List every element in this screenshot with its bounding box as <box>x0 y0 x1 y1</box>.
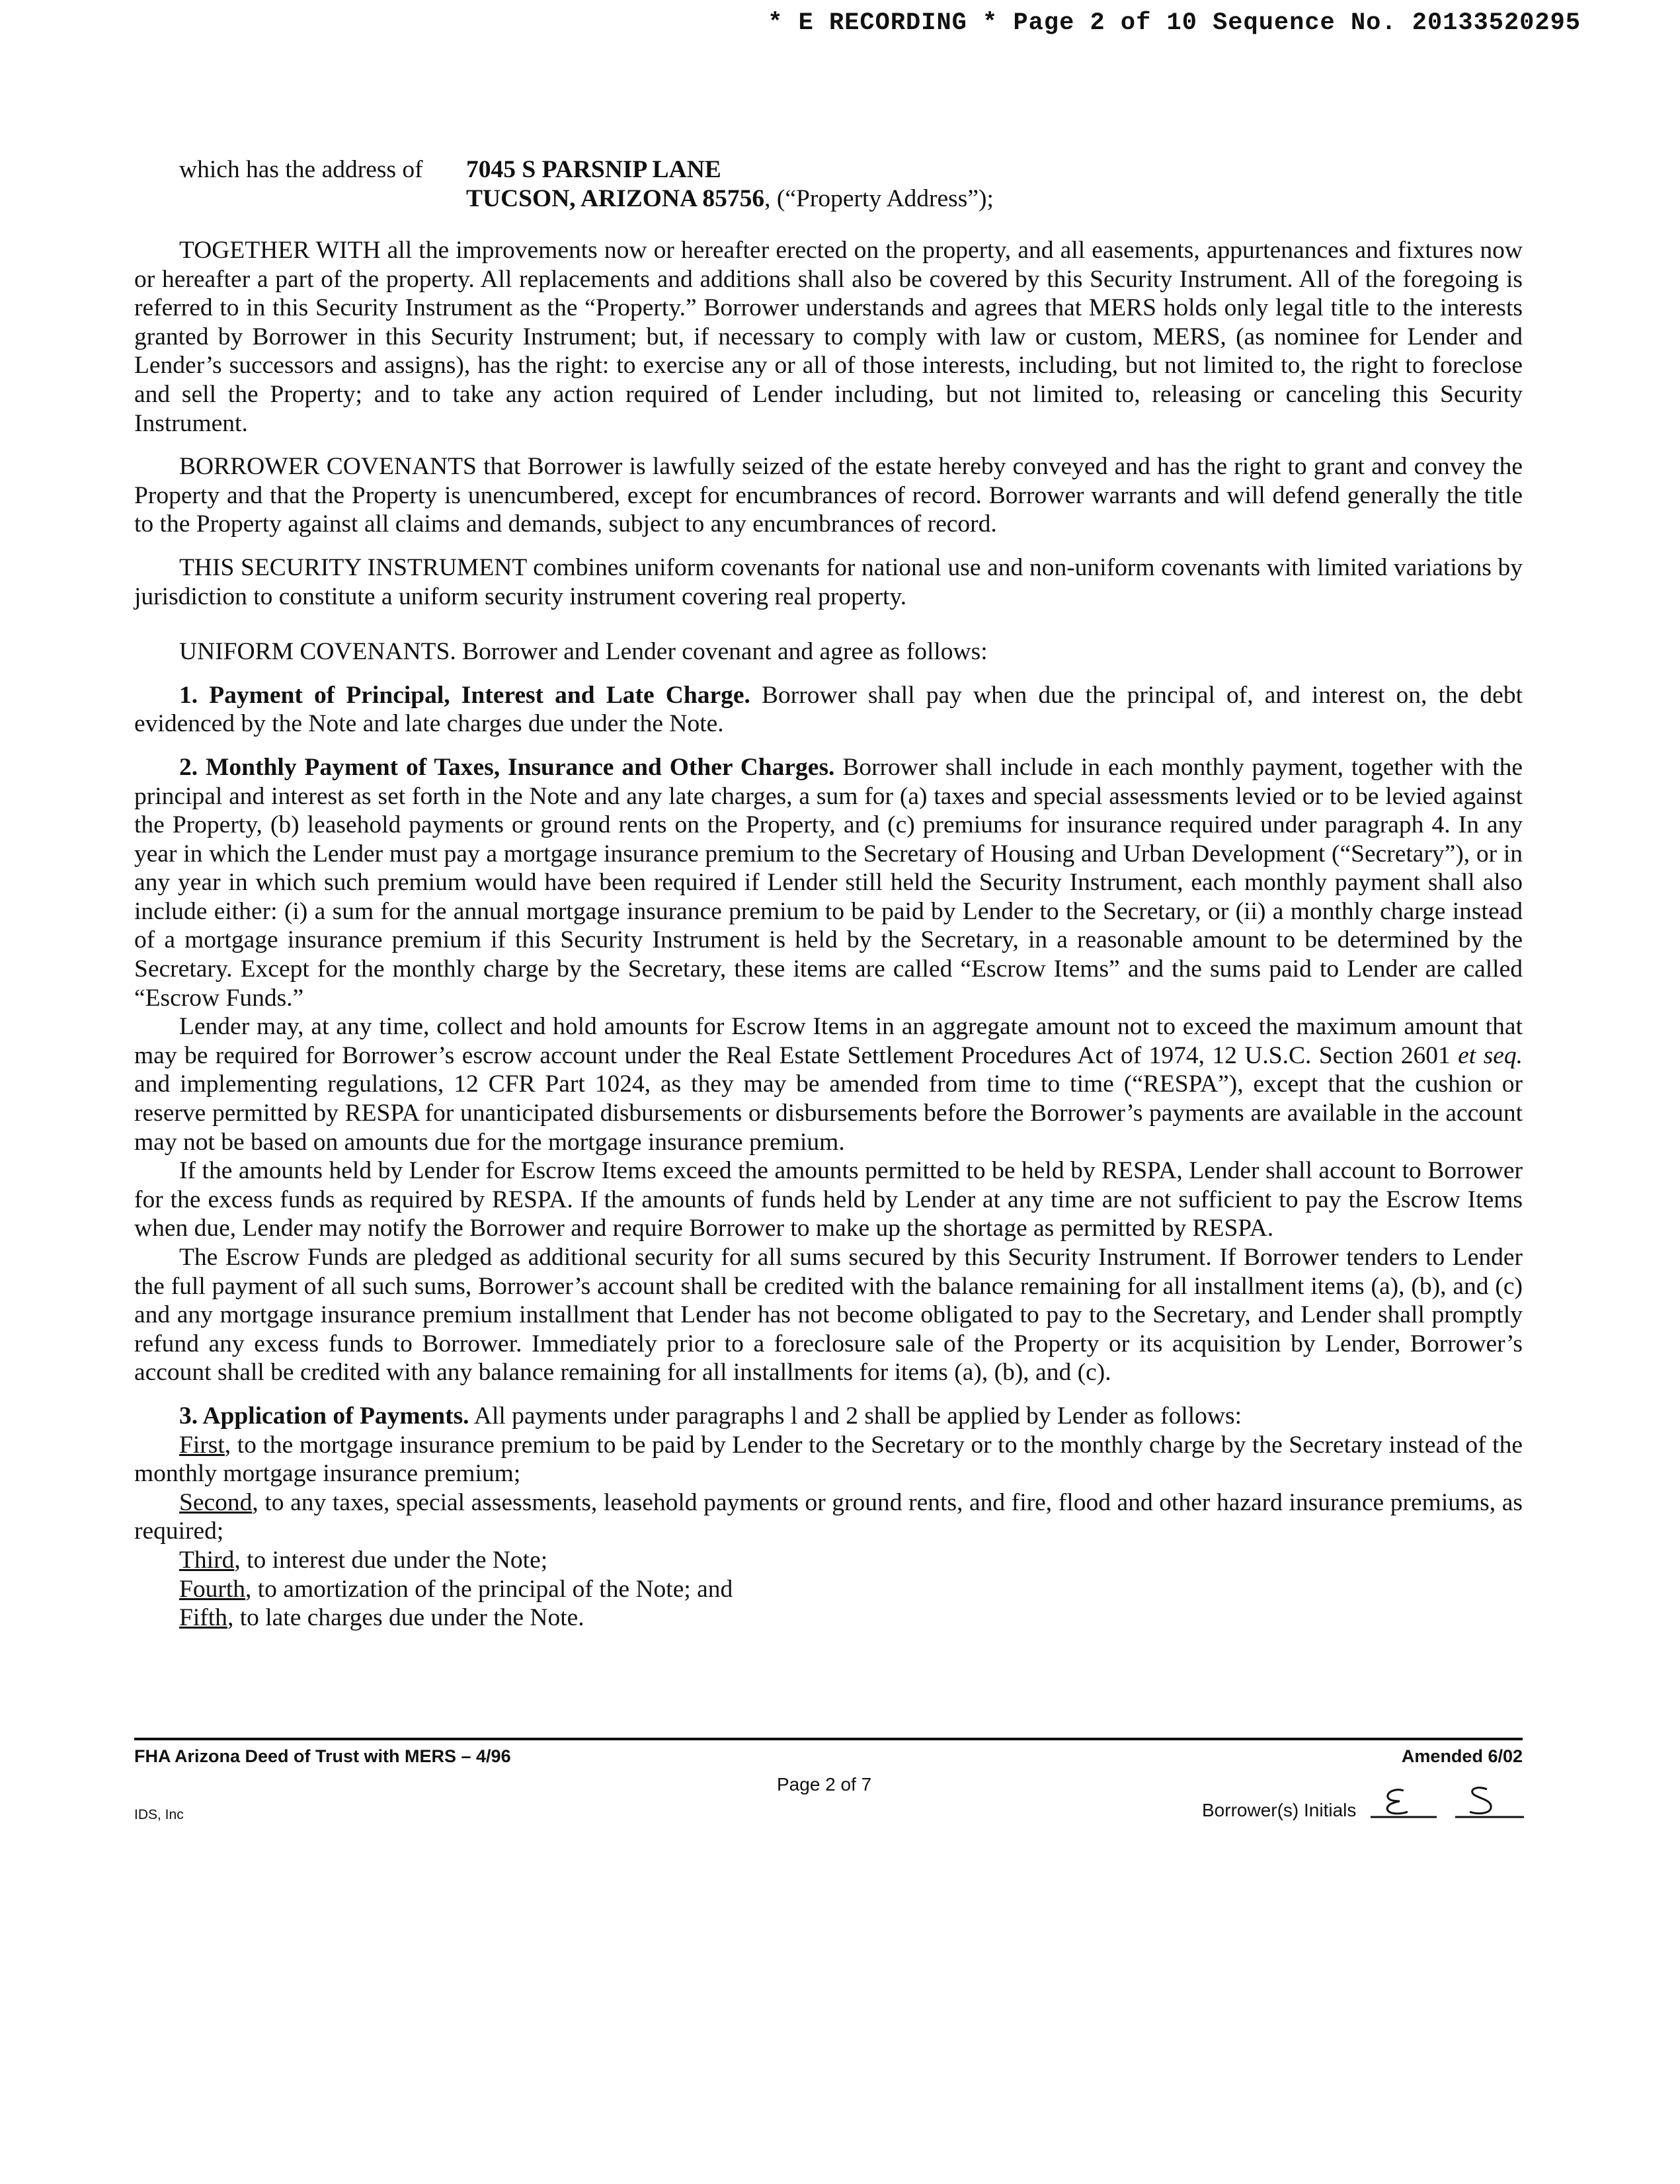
borrower-covenants-paragraph: BORROWER COVENANTS that Borrower is lawfully seized of the estate hereby conveyed and has the right to grant and convey the Property and that the Property is unencumbered, except for encumbrances of record. Borrower warrants and will defend generally the title to the Property against all claims and demands, subject to any encumbrances of record. <box>134 453 1523 538</box>
application-item-fourth <box>134 1575 1523 1604</box>
section-3-title: 3. Application of Payments. <box>179 1402 469 1430</box>
application-item-first <box>134 1431 1523 1488</box>
application-item-second <box>134 1488 1523 1546</box>
ordinal-third: Third <box>179 1546 235 1574</box>
section-2-excess-funds: If the amounts held by Lender for Escrow Items exceed the amounts permitted to be held by RESPA, Lender shall account to Borrower for the excess funds as required by RESPA. If the amounts of funds held by Lender at any time are not sufficient to pay the Escrow Items when due, Lender may notify the Borrower and require Borrower to make up the shortage as permitted by RESPA. <box>134 1157 1523 1242</box>
vendor-name: IDS, Inc <box>134 1807 184 1822</box>
section-2 <box>134 753 1523 1012</box>
document-body <box>134 155 1523 1633</box>
application-item-fifth <box>134 1603 1523 1633</box>
address-city-state: TUCSON, ARIZONA 85756 <box>466 185 765 212</box>
footer-divider <box>134 1738 1523 1740</box>
section-2-title: 2. Monthly Payment of Taxes, Insurance and Other Charges. <box>179 753 835 781</box>
address-lead: which has the address of <box>179 156 423 183</box>
amended-date: Amended 6/02 <box>1401 1746 1523 1766</box>
application-text-third: , to interest due under the Note; <box>234 1546 548 1574</box>
page-number: Page 2 of 7 <box>777 1774 872 1795</box>
section-2-pledged-funds: The Escrow Funds are pledged as additional security for all sums secured by this Security Instrument. If Borrower tenders to Lender the full payment of all such sums, Borrower’s account shall be credited with the balance remaining for all installment items (a), (b), and (c) and any mortgage insurance premium installment that Lender has not become obligated to pay to the Secretary, and Lender shall promptly refund any excess funds to Borrower. Immediately prior to a foreclosure sale of the Property or its acquisition by Lender, Borrower’s account shall be credited with any balance remaining for all installments for items (a), (b), and (c). <box>134 1244 1523 1387</box>
initials-mark-s <box>1470 1788 1491 1814</box>
ordinal-second: Second <box>179 1488 253 1516</box>
application-text-first: , to the mortgage insurance premium to be paid by Lender to the Secretary or to the monthly charge by the Secretary instead of the monthly mortgage insurance premium; <box>134 1431 1523 1488</box>
application-text-fifth: , to late charges due under the Note. <box>227 1604 584 1632</box>
address-line-2 <box>466 184 994 214</box>
uniform-covenants-heading: UNIFORM COVENANTS. Borrower and Lender covenant and agree as follows: <box>179 638 988 666</box>
recording-stamp: * E RECORDING * Page 2 of 10 Sequence No. 20133520295 <box>768 9 1581 37</box>
section-3 <box>134 1402 1523 1431</box>
initials-mark-e <box>1387 1790 1408 1814</box>
section-3-body: All payments under paragraphs l and 2 shall be applied by Lender as follows: <box>469 1402 1242 1430</box>
application-text-second: , to any taxes, special assessments, leasehold payments or ground rents, and fire, flood and other hazard insurance premiums, as required; <box>134 1488 1523 1545</box>
address-suffix: , (“Property Address”); <box>764 185 994 212</box>
borrower-initials-label: Borrower(s) Initials <box>1202 1800 1357 1820</box>
security-instrument-paragraph: THIS SECURITY INSTRUMENT combines uniform covenants for national use and non-uniform covenants with limited variations by jurisdiction to constitute a uniform security instrument covering real property. <box>134 553 1523 610</box>
address-line-1: 7045 S PARSNIP LANE <box>466 156 721 183</box>
form-title: FHA Arizona Deed of Trust with MERS – 4/96 <box>134 1746 511 1766</box>
address-block <box>134 155 1523 228</box>
together-with-paragraph: TOGETHER WITH all the improvements now or hereafter erected on the property, and all easements, appurtenances and fixtures now or hereafter a part of the property. All replacements and additions shall also be covered by this Security Instrument. All of the foregoing is referred to in this Security Instrument as the “Property.” Borrower understands and agrees that MERS holds only legal title to the interests granted by Borrower in this Security Instrument; but, if necessary to comply with law or custom, MERS, (as nominee for Lender and Lender’s successors and assigns), has the right: to exercise any or all of those interests, including, but not limited to, the right to foreclose and sell the Property; and to take any action required of Lender including, but not limited to, releasing or canceling this Security Instrument. <box>134 237 1523 437</box>
ordinal-fourth: Fourth <box>179 1575 246 1603</box>
borrower-initials-signature <box>1371 1779 1529 1832</box>
application-text-fourth: , to amortization of the principal of the Note; and <box>245 1575 733 1603</box>
section-2-escrow-collection <box>134 1012 1523 1156</box>
application-item-third <box>134 1546 1523 1575</box>
section-2-escrow-text-a: Lender may, at any time, collect and hold amounts for Escrow Items in an aggregate amount not to exceed the maximum amount that may be required for Borrower’s escrow account under the Real Estate Settlement Procedures Act of 1974, 12 U.S.C. Section 2601 <box>134 1013 1523 1069</box>
section-1 <box>134 681 1523 739</box>
ordinal-first: First <box>179 1431 225 1459</box>
section-2-body: Borrower shall include in each monthly payment, together with the principal and interest as set forth in the Note and any late charges, a sum for (a) taxes and special assessments levied or to be levied against the Property, (b) leasehold payments or ground rents on the Property, and (c) premiums for insurance required under paragraph 4. In any year in which the Lender must pay a mortgage insurance premium to the Secretary of Housing and Urban Development (“Secretary”), or in any year in which such premium would have been required if Lender still held the Security Instrument, each monthly payment shall also include either: (i) a sum for the annual mortgage insurance premium to be paid by Lender to the Secretary, or (ii) a monthly charge instead of a mortgage insurance premium if this Security Instrument is held by the Secretary, in a reasonable amount to be determined by the Secretary. Except for the monthly charge by the Secretary, these items are called “Escrow Items” and the sums paid to Lender are called “Escrow Funds.” <box>134 753 1523 1012</box>
section-1-title: 1. Payment of Principal, Interest and Late Charge. <box>179 681 750 709</box>
et-seq: et seq. <box>1458 1041 1523 1069</box>
section-2-escrow-text-b: and implementing regulations, 12 CFR Part 1024, as they may be amended from time to time (“RESPA”), except that the cushion or reserve permitted by RESPA for unanticipated disbursements or disbursements before the Borrower’s payments are available in the account may not be based on amounts due for the mortgage insurance premium. <box>134 1071 1523 1156</box>
section-1-body: Borrower shall pay when due the principal of, and interest on, the debt evidenced by the Note and late charges due under the Note. <box>134 681 1523 738</box>
ordinal-fifth: Fifth <box>179 1604 227 1632</box>
